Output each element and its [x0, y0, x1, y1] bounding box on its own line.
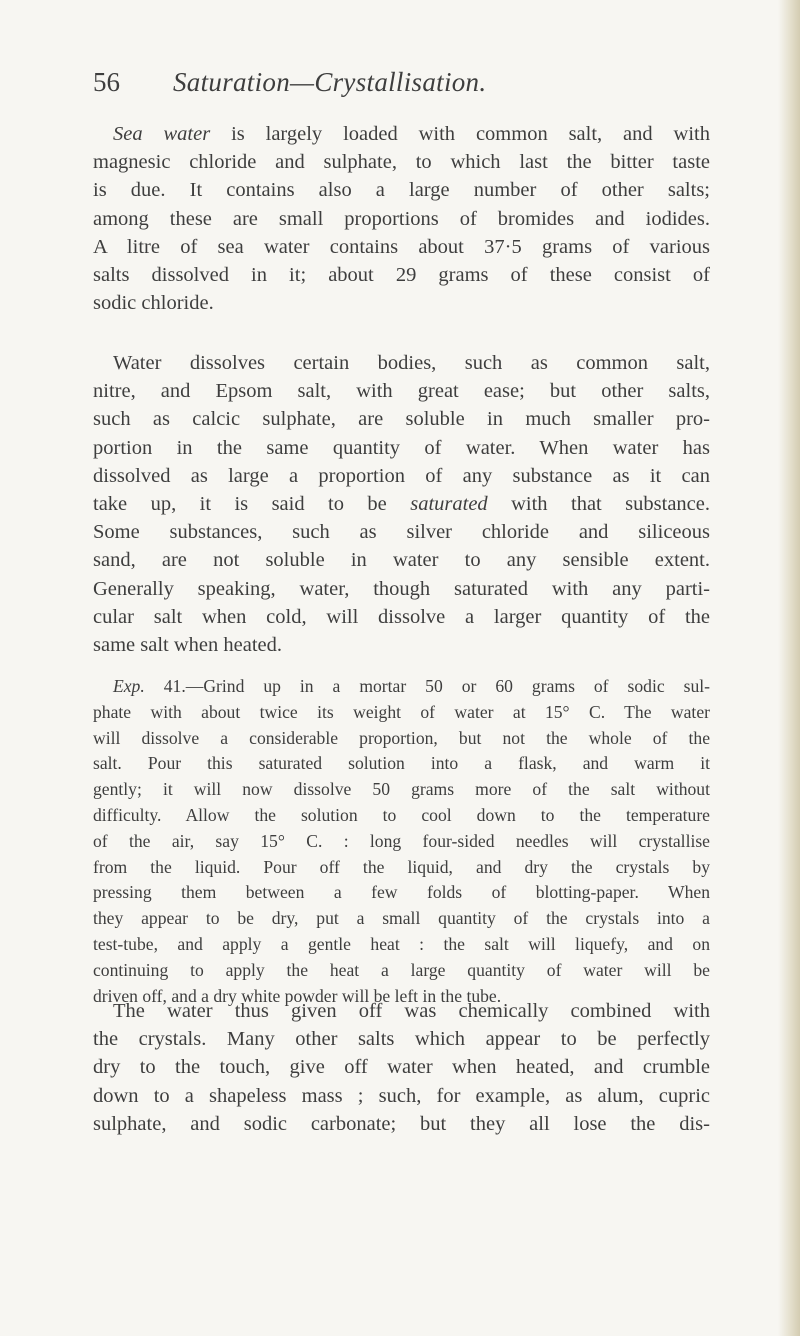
text-line: Generally speaking, water, though saturated with any parti- [93, 577, 710, 600]
text-line: will dissolve a considerable proportion, but not the whole of the [93, 727, 710, 748]
text-span: with that substance. [487, 493, 710, 516]
text-line: test-tube, and apply a gentle heat : the salt will liquefy, and on [93, 933, 710, 954]
text-line: such as calcic sulphate, are soluble in much smaller pro- [93, 408, 710, 431]
text-line [93, 490, 710, 518]
text-line: nitre, and Epsom salt, with great ease; but other salts, [93, 380, 710, 403]
running-title: Saturation—Crystallisation. [173, 67, 487, 97]
text-line: sulphate, and sodic carbonate; but they all lose the dis- [93, 1112, 710, 1135]
paragraph-solubility [93, 349, 710, 659]
text-line: A litre of sea water contains about 37·5 grams of various [93, 235, 710, 258]
text-line: magnesic chloride and sulphate, to which last the bitter taste [93, 151, 710, 174]
text-line: continuing to apply the heat a large quantity of water will be [93, 959, 710, 980]
text-line: sodic chloride. [93, 292, 214, 315]
text-line: is due. It contains also a large number of other salts; [93, 179, 710, 202]
text-line: dissolved as large a proportion of any substance as it can [93, 464, 710, 487]
text-span: take up, it is said to be [93, 493, 411, 516]
text-line: down to a shapeless mass ; such, for example, as alum, cupric [93, 1084, 710, 1107]
text-line [93, 674, 710, 700]
page-header [93, 62, 713, 102]
text-line: among these are small proportions of bromides and iodides. [93, 207, 710, 230]
text-span: 41.—Grind up in a mortar 50 or 60 grams of sodic sul- [144, 676, 710, 696]
text-line: cular salt when cold, will dissolve a larger quantity of the [93, 605, 710, 628]
text-line: salts dissolved in it; about 29 grams of these consist of [93, 264, 710, 287]
text-line: portion in the same quantity of water. When water has [93, 436, 710, 459]
text-line: Some substances, such as silver chloride and siliceous [93, 521, 710, 544]
emphasis-sea-water: Sea water [113, 123, 211, 145]
text-line: they appear to be dry, put a small quantity of the crystals into a [93, 908, 710, 929]
emphasis-saturated: saturated [410, 493, 488, 516]
text-line: from the liquid. Pour off the liquid, and dry the crystals by [93, 856, 710, 877]
text-line: pressing them between a few folds of blotting-paper. When [93, 882, 710, 903]
emphasis-exp: Exp. [113, 676, 145, 696]
text-line: sand, are not soluble in water to any sensible extent. [93, 549, 710, 572]
text-line: phate with about twice its weight of water at 15° C. The water [93, 701, 710, 722]
page-number: 56 [93, 67, 120, 97]
paragraph-experiment-41 [93, 674, 710, 1009]
paragraph-water-of-crystallisation [93, 997, 710, 1138]
text-line: Water dissolves certain bodies, such as common salt, [113, 352, 710, 374]
text-line: driven off, and a dry white powder will be left in the tube. [93, 985, 502, 1006]
text-line [93, 120, 710, 148]
paragraph-sea-water [93, 120, 710, 317]
text-line: gently; it will now dissolve 50 grams more of the salt without [93, 779, 710, 800]
text-line: same salt when heated. [93, 634, 282, 657]
text-line: dry to the touch, give off water when heated, and crumble [93, 1056, 710, 1079]
page-edge-shading [778, 0, 800, 1336]
text-line: of the air, say 15° C. : long four-sided needles will crystallise [93, 830, 710, 851]
text-line: difficulty. Allow the solution to cool down to the temperature [93, 804, 710, 825]
text-line: the crystals. Many other salts which appear to be perfectly [93, 1028, 710, 1051]
text-line: salt. Pour this saturated solution into a flask, and warm it [93, 753, 710, 774]
text-span: is largely loaded with common salt, and with [210, 123, 710, 145]
text-line: The water thus given off was chemically combined with [113, 1000, 710, 1022]
